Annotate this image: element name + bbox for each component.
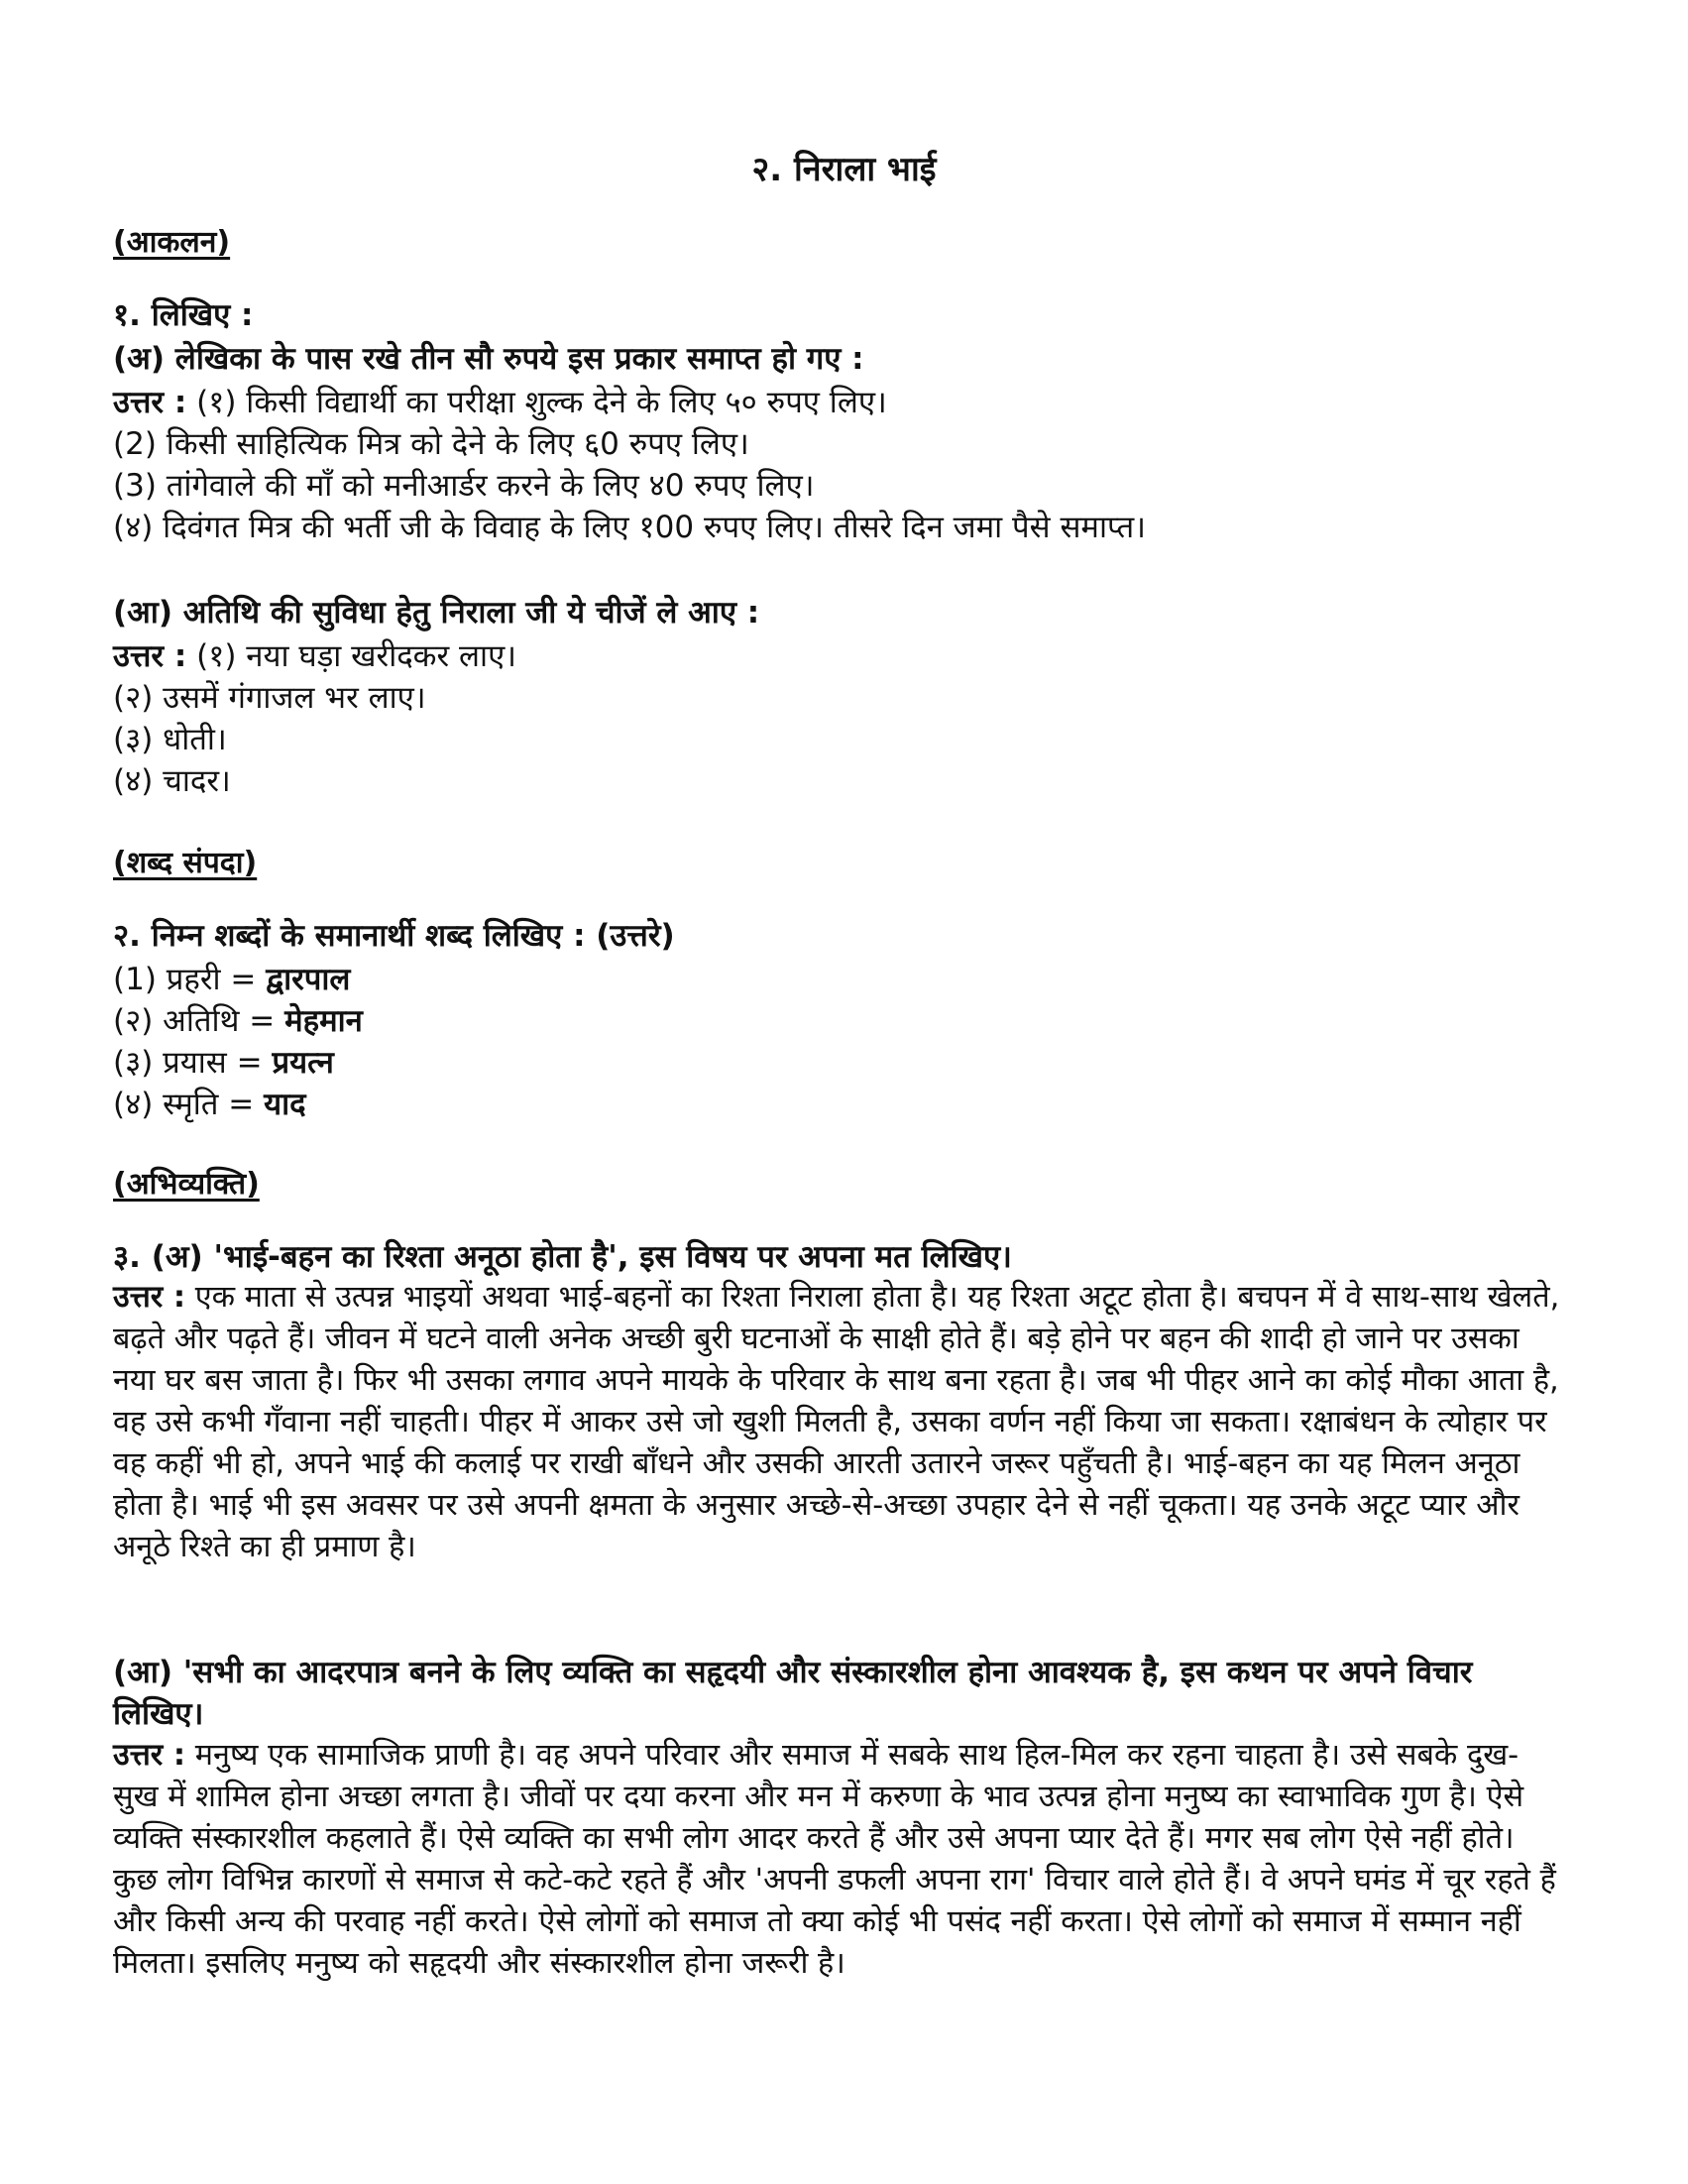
section-heading-aakalan: (आकलन) <box>113 225 231 260</box>
question-3aa-text: (आ) 'सभी का आदरपात्र बनने के लिए व्यक्ति का सहृदयी और संस्कारशील होना आवश्यक है, इस कथन पर अपने विचार लिखिए। <box>113 1655 1473 1732</box>
synonym-pair-4 <box>113 1083 306 1124</box>
synonym-answer: प्रयत्न <box>272 1045 334 1081</box>
synonym-answer: याद <box>264 1087 306 1122</box>
answer-3aa-paragraph <box>113 1735 1560 1985</box>
question-1a-text: (अ) लेखिका के पास रखे तीन सौ रुपये इस प्रकार समाप्त हो गए : <box>113 341 864 377</box>
answer-text: (१) किसी विद्यार्थी का परीक्षा शुल्क देने के लिए ५० रुपए लिए। <box>196 385 887 420</box>
synonym-word: (1) प्रहरी = <box>113 962 267 997</box>
question-1-heading: १. लिखिए : <box>113 297 254 333</box>
synonym-pair-2 <box>113 999 363 1041</box>
question-1aa-text: (आ) अतिथि की सुविधा हेतु निराला जी ये चीजें ले आए : <box>113 595 760 631</box>
answer-label: उत्तर : <box>113 1738 186 1773</box>
answer-text: मनुष्य एक सामाजिक प्राणी है। वह अपने परिवार और समाज में सबके साथ हिल-मिल कर रहना चाहता है। उसे सबके दुख-सुख में शामिल होना अच्छा लगता है। जीवों पर दया करना और मन में करुणा के भाव उत्पन्न होना मनुष्य का स्वाभाविक गुण है। ऐसे व्यक्ति संस्कारशील कहलाते हैं। ऐसे व्यक्ति का सभी लोग आदर करते हैं और उसे अपना प्यार देते हैं। मगर सब लोग ऐसे नहीं होते। कुछ लोग विभिन्न कारणों से समाज से कटे-कटे रहते हैं और 'अपनी डफली अपना राग' विचार वाले होते हैं। वे अपने घमंड में चूर रहते हैं और किसी अन्य की परवाह नहीं करते। ऐसे लोगों को समाज तो क्या कोई भी पसंद नहीं करता। ऐसे लोगों को समाज में सम्मान नहीं मिलता। इसलिए मनुष्य को सहृदयी और संस्कारशील होना जरूरी है। <box>113 1738 1556 1981</box>
synonym-word: (४) स्मृति = <box>113 1087 265 1122</box>
answer-text: (१) नया घड़ा खरीदकर लाए। <box>196 638 516 674</box>
synonym-pair-1 <box>113 958 350 999</box>
answer-1aa-item-3: (३) धोती। <box>113 722 227 757</box>
answer-1aa-item-1 <box>113 634 516 676</box>
section-heading-abhivyakti: (अभिव्यक्ति) <box>113 1167 260 1202</box>
answer-1aa-item-2: (२) उसमें गंगाजल भर लाए। <box>113 680 426 716</box>
answer-1aa-item-4: (४) चादर। <box>113 763 231 799</box>
question-2-heading: २. निम्न शब्दों के समानार्थी शब्द लिखिए : (उत्तरे) <box>113 918 675 954</box>
answer-label: उत्तर : <box>113 385 187 420</box>
answer-1a-item-4: (४) दिवंगत मित्र की भर्ती जी के विवाह के लिए १00 रुपए लिए। तीसरे दिन जमा पैसे समाप्त। <box>113 510 1146 545</box>
page-title: २. निराला भाई <box>751 150 937 189</box>
answer-label: उत्तर : <box>113 638 187 674</box>
synonym-answer: द्वारपाल <box>266 962 351 997</box>
answer-text: एक माता से उत्पन्न भाइयों अथवा भाई-बहनों का रिश्ता निराला होता है। यह रिश्ता अटूट होता है। बचपन में वे साथ-साथ खेलते, बढ़ते और पढ़ते हैं। जीवन में घटने वाली अनेक अच्छी बुरी घटनाओं के साक्षी होते हैं। बड़े होने पर बहन की शादी हो जाने पर उसका नया घर बस जाता है। फिर भी उसका लगाव अपने मायके के परिवार के साथ बना रहता है। जब भी पीहर आने का कोई मौका आता है, वह उसे कभी गँवाना नहीं चाहती। पीहर में आकर उसे जो खुशी मिलती है, उसका वर्णन नहीं किया जा सकता। रक्षाबंधन के त्योहार पर वह कहीं भी हो, अपने भाई की कलाई पर राखी बाँधने और उसकी आरती उतारने जरूर पहुँचती है। भाई-बहन का यह मिलन अनूठा होता है। भाई भी इस अवसर पर उसे अपनी क्षमता के अनुसार अच्छे-से-अच्छा उपहार देने से नहीं चूकता। यह उनके अटूट प्यार और अनूठे रिश्ते का ही प्रमाण है। <box>113 1280 1560 1564</box>
answer-1a-item-3: (3) तांगेवाले की माँ को मनीआर्डर करने के लिए ४0 रुपए लिए। <box>113 468 815 504</box>
answer-label: उत्तर : <box>113 1280 186 1315</box>
synonym-word: (३) प्रयास = <box>113 1045 273 1081</box>
answer-1a-item-2: (2) किसी साहित्यिक मित्र को देने के लिए ६0 रुपए लिए। <box>113 426 749 462</box>
answer-1a-item-1 <box>113 381 887 422</box>
synonym-answer: मेहमान <box>284 1003 363 1039</box>
synonym-pair-3 <box>113 1041 334 1083</box>
answer-3a-paragraph <box>113 1277 1560 1568</box>
section-heading-shabd-sampada: (शब्द संपदा) <box>113 846 258 880</box>
question-3a-text: ३. (अ) 'भाई-बहन का रिश्ता अनूठा होता है', इस विषय पर अपना मत लिखिए। <box>113 1239 1012 1275</box>
synonym-word: (२) अतिथि = <box>113 1003 285 1039</box>
